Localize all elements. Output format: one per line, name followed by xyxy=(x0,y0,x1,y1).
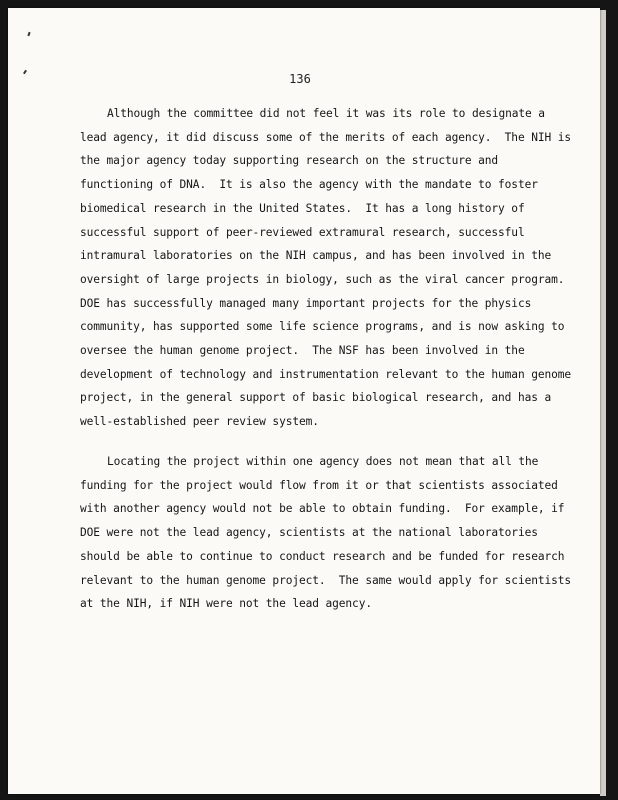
text-line: community, has supported some life science programs, and is now asking to xyxy=(80,320,565,334)
text-line: with another agency would not be able to obtain funding. For example, if xyxy=(80,502,565,516)
text-line: lead agency, it did discuss some of the merits of each agency. The NIH is xyxy=(80,130,572,144)
text-line: funding for the project would flow from it or that scientists associated xyxy=(80,478,558,492)
text-line: at the NIH, if NIH were not the lead agency. xyxy=(80,597,372,611)
text-line: functioning of DNA. It is also the agency with the mandate to foster xyxy=(80,178,538,192)
text-line: the major agency today supporting research on the structure and xyxy=(80,154,499,168)
page-number: 136 xyxy=(289,72,311,86)
text-line: development of technology and instrumentation relevant to the human genome xyxy=(80,367,572,381)
text-line: Locating the project within one agency does not mean that all the xyxy=(107,455,539,468)
page-edge-shadow xyxy=(600,10,606,796)
text-line: intramural laboratories on the NIH campus, and has been involved in the xyxy=(80,249,552,263)
text-line: should be able to continue to conduct research and be funded for research xyxy=(80,549,565,563)
text-line: oversee the human genome project. The NSF has been involved in the xyxy=(80,344,525,357)
text-line: well-established peer review system. xyxy=(80,415,319,429)
text-line: project, in the general support of basic biological research, and has a xyxy=(80,391,552,405)
text-line: successful support of peer-reviewed extramural research, successful xyxy=(80,225,525,239)
text-line: Although the committee did not feel it was its role to designate a xyxy=(107,107,545,120)
text-line: DOE were not the lead agency, scientists at the national laboratories xyxy=(80,526,538,540)
text-line: oversight of large projects in biology, such as the viral cancer program. xyxy=(80,272,565,286)
text-line: relevant to the human genome project. The same would apply for scientists xyxy=(80,573,572,587)
text-line: biomedical research in the United States. It has a long history of xyxy=(80,201,525,215)
text-line: DOE has successfully managed many important projects for the physics xyxy=(80,296,532,310)
